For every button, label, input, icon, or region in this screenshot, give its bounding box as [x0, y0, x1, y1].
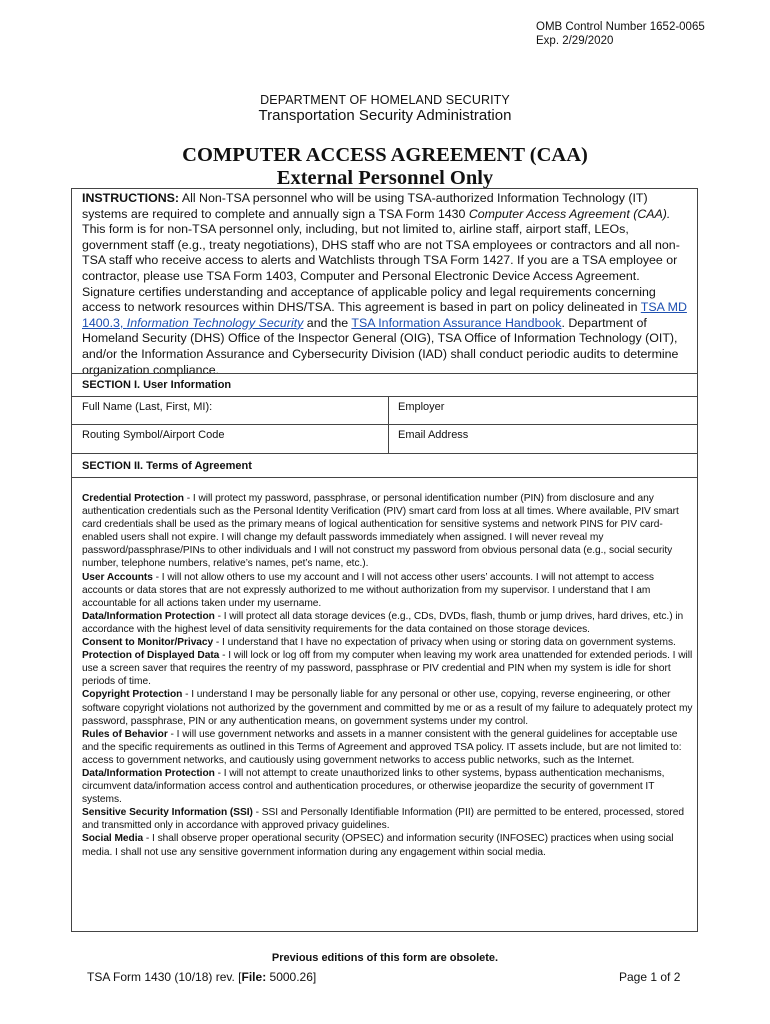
instructions-label: INSTRUCTIONS:: [82, 191, 180, 205]
expiration-date: Exp. 2/29/2020: [536, 35, 614, 47]
term-item: Data/Information Protection - I will not attempt to create unauthorized links to other systems, bypass authentication mechanisms, circumvent data/information access control and authentication procedures, or otherwise jeopardize the security of government IT systems.: [82, 767, 665, 806]
divider: [72, 373, 697, 374]
instructions-block: [82, 191, 694, 378]
section1-heading: SECTION I. User Information: [82, 379, 232, 391]
employer-field[interactable]: Employer: [398, 401, 445, 413]
section2-heading: SECTION II. Terms of Agreement: [82, 460, 252, 472]
email-address-field[interactable]: Email Address: [398, 429, 469, 441]
agency-name: Transportation Security Administration: [258, 107, 512, 124]
obsolete-notice: Previous editions of this form are obsolete.: [271, 952, 499, 964]
divider: [72, 477, 697, 478]
omb-control-block: [536, 20, 705, 48]
omb-control-number: OMB Control Number 1652-0065: [536, 21, 705, 33]
divider: [72, 453, 697, 454]
instructions-form-name: Computer Access Agreement (CAA).: [468, 206, 671, 221]
term-item: User Accounts - I will not allow others to use my account and I will not access other users’ accounts. I will not attempt to access accounts or data stores that are not expressly authorized to me without authorization from my supervisor. I understand that I am accountable for all actions taken under my username.: [82, 571, 654, 609]
terms-list: [82, 492, 696, 859]
instructions-text-4: . Department of Homeland Security (DHS) Office of the Inspector General (OIG), TSA Office of Information Technology (OIT), and/or the Information Assurance and Cybersecurity Division (IAD) shall conduct periodic audits to determine organization compliance.: [82, 315, 679, 377]
instructions-text-2: This form is for non-TSA personnel only, including, but not limited to, airline staff, airport staff, LEOs, government staff (e.g., treaty negotiations), DHS staff who are not TSA employees or contractors and all non-TSA staff who receive access to alerts and Watchlists through TSA Form 1427. If you are a TSA employee or contractor, please use TSA Form 1403, Computer and Personal Electronic Device Access Agreement. Signature certifies understanding and acceptance of applicable policy and legal requirements concerning access to network resources within DHS/TSA. This agreement is based in part on policy delineated in: [82, 222, 680, 315]
instructions-text-1: All Non-TSA personnel who will be using TSA-authorized Information Technology (IT) systems are required to complete and annually sign a TSA Form 1430: [82, 191, 648, 221]
form-subtitle: External Personnel Only: [276, 167, 494, 189]
routing-symbol-field[interactable]: Routing Symbol/Airport Code: [82, 429, 225, 441]
tsa-handbook-link[interactable]: TSA Information Assurance Handbook: [351, 315, 562, 330]
form-title: COMPUTER ACCESS AGREEMENT (CAA): [182, 144, 588, 166]
term-item: Social Media - I shall observe proper operational security (OPSEC) and information security (INFOSEC) practices when using social media. I shall not use any sensitive government information during any engagement within social media.: [82, 833, 674, 858]
term-item: Rules of Behavior - I will use government networks and assets in a manner consistent with the general guidelines for acceptable use and the specific requirements as outlined in this Terms of Agreement and approved TSA policy. IT assets include, but are not limited to: access to government networks, and cautiously using government networks to access public networks, such as the Internet.: [82, 728, 682, 766]
term-item: Sensitive Security Information (SSI) - SSI and Personally Identifiable Information (PII) are permitted to be entered, processed, stored and transmitted only in accordance with approved privacy guidelines.: [82, 807, 684, 832]
term-item: Data/Information Protection - I will protect all data storage devices (e.g., CDs, DVDs, flash, thumb or jump drives, hard drives, etc.) in accordance with the highest level of data sensitivity requirements for the data contained on those storage devices.: [82, 610, 684, 635]
divider: [72, 424, 697, 425]
tsa-md-link[interactable]: TSA MD 1400.3, Information Technology Security: [82, 300, 687, 330]
divider: [72, 396, 697, 397]
term-item: Consent to Monitor/Privacy - I understand that I have no expectation of privacy when using or storing data on government systems.: [82, 637, 676, 649]
full-name-field[interactable]: Full Name (Last, First, MI):: [82, 401, 213, 413]
department-name: DEPARTMENT OF HOMELAND SECURITY: [260, 93, 510, 107]
form-box: [71, 188, 698, 932]
form-identifier: TSA Form 1430 (10/18) rev. [File: 5000.26]: [87, 970, 317, 984]
page-number: Page 1 of 2: [619, 970, 681, 984]
term-item: Protection of Displayed Data - I will lock or log off from my computer when leaving my work area unattended for extended periods. I will use a screen saver that requires the reentry of my password, passphrase or PIV credential and PIN when my system is idle for short periods of time.: [82, 650, 693, 688]
term-item: Copyright Protection - I understand I may be personally liable for any personal or other use, copying, reverse engineering, or other software copyright violations not authorized by the government and committed by me or as a result of my failure to adequately protect my password, passphrase, PIN or any authentication means, on government systems under my control.: [82, 689, 693, 727]
term-item: Credential Protection - I will protect my password, passphrase, or personal identification number (PIN) from disclosure and any authentication credentials such as the Personal Identity Verification (PIV) smart card from loss at all times. Where available, PIV smart card credentials shall be used as the primary means of logical authentication for sensitive systems and network PINS for PIV card-enabled users shall not expire. I will change my default passwords immediately when assigned. I will never reveal my password/passphrase/PINs to other individuals and I will not construct my password from obvious personal data (e.g., social security number, telephone numbers, relative’s names, pet’s name, etc.).: [82, 493, 679, 570]
instructions-text-3: and the: [303, 315, 352, 330]
